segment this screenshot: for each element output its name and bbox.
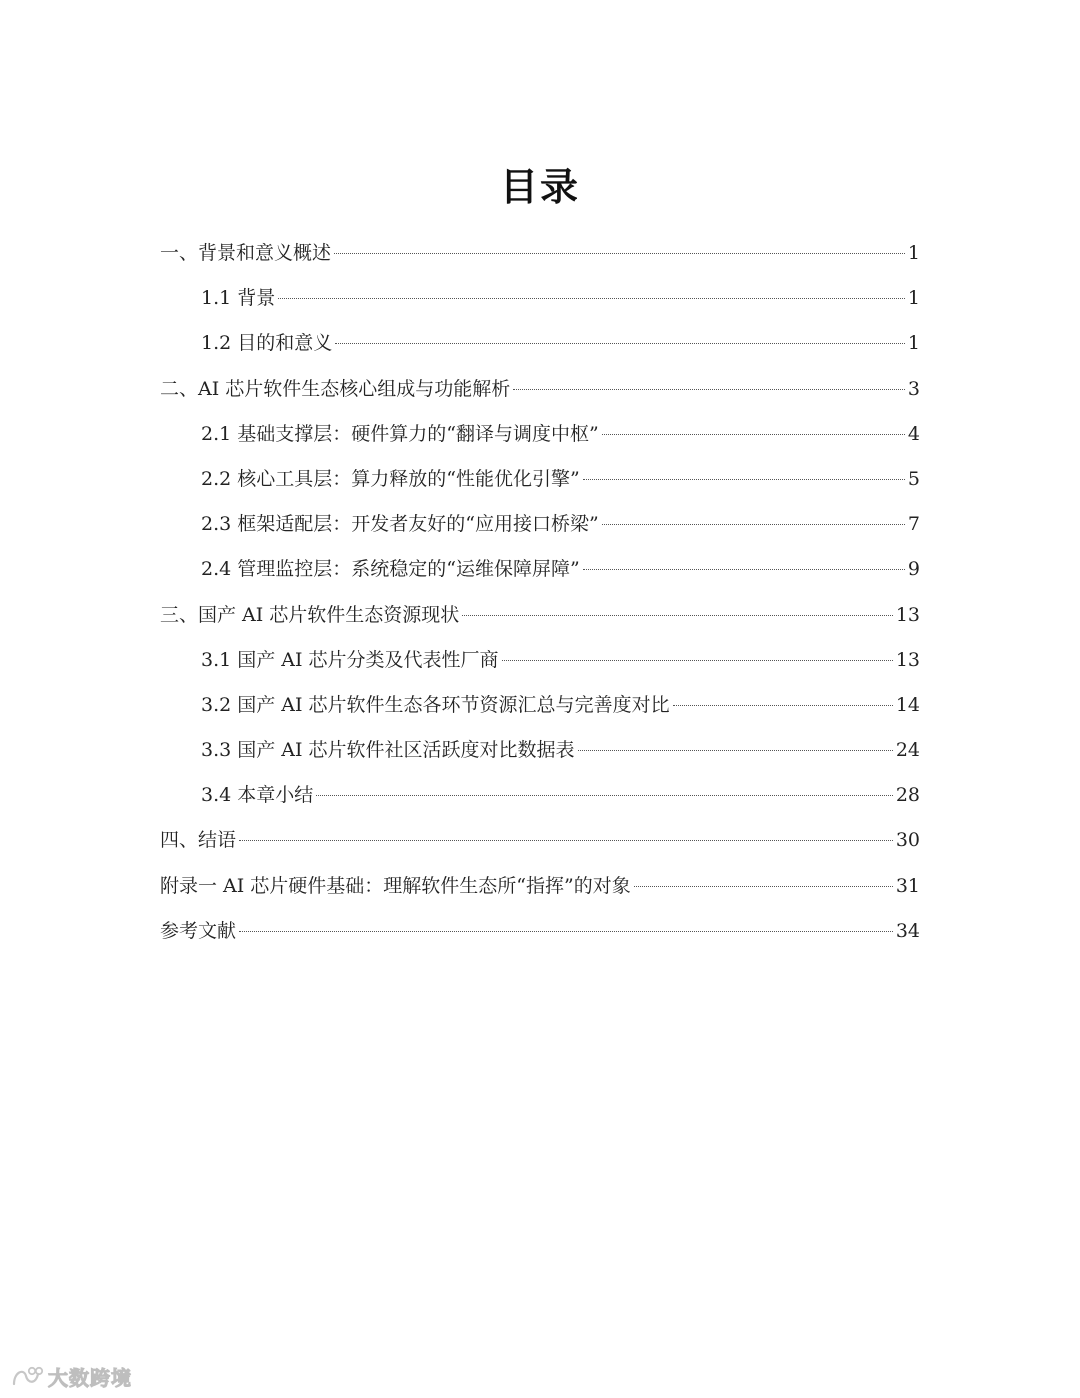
toc-entry[interactable] <box>160 457 920 502</box>
toc-dot-leader <box>334 252 905 254</box>
page-title: 目录 <box>499 165 580 209</box>
toc-entry[interactable] <box>160 367 920 412</box>
toc-entry-title: 3.4 本章小结 <box>201 784 314 807</box>
toc-dot-leader <box>502 659 893 661</box>
toc-entry-title: 3.1 国产 AI 芯片分类及代表性厂商 <box>201 648 499 671</box>
toc-entry-title: 二、AI 芯片软件生态核心组成与功能解析 <box>160 377 511 400</box>
toc-dot-leader <box>239 839 893 841</box>
watermark-text: 大数跨境 <box>48 1366 132 1390</box>
toc-entry-page: 13 <box>895 648 920 671</box>
toc-entry-page: 34 <box>895 919 920 942</box>
toc-entry-page: 28 <box>895 784 920 807</box>
toc-entry-title: 一、背景和意义概述 <box>160 242 332 264</box>
toc-dot-leader <box>316 794 893 796</box>
toc-dot-leader <box>673 704 893 706</box>
toc-entry-page: 30 <box>895 829 920 852</box>
toc-entry-title: 2.4 管理监控层：系统稳定的“运维保障屏障” <box>201 558 580 581</box>
toc-entry-page: 31 <box>895 874 920 897</box>
toc-dot-leader <box>602 523 905 525</box>
toc-dot-leader <box>278 297 905 299</box>
toc-entry-title: 1.2 目的和意义 <box>201 332 333 355</box>
toc-entry[interactable] <box>160 276 920 321</box>
toc-entry-page: 4 <box>907 422 920 445</box>
toc-entry-title: 三、国产 AI 芯片软件生态资源现状 <box>160 603 460 626</box>
toc-entry-title: 附录一 AI 芯片硬件基础：理解软件生态所“指挥”的对象 <box>160 874 631 897</box>
toc-entry-page: 13 <box>895 603 920 626</box>
toc-entry-page: 1 <box>907 287 920 310</box>
toc-entry-page: 14 <box>895 693 920 716</box>
toc-entry[interactable] <box>160 683 920 728</box>
toc-dot-leader <box>513 388 905 390</box>
toc-entry[interactable] <box>160 321 920 366</box>
toc-entry-page: 9 <box>907 558 920 581</box>
brand-logo-icon <box>10 1364 44 1390</box>
toc-entry-title: 3.2 国产 AI 芯片软件生态各环节资源汇总与完善度对比 <box>201 693 670 716</box>
toc-entry[interactable] <box>160 818 920 863</box>
toc-entry[interactable] <box>160 593 920 638</box>
toc-entry-title: 参考文献 <box>160 919 237 942</box>
toc-dot-leader <box>462 614 893 616</box>
toc-entry-page: 24 <box>895 739 920 762</box>
toc-entry-page: 1 <box>907 242 920 264</box>
toc-entry-page: 3 <box>907 377 920 400</box>
toc-entry[interactable] <box>160 412 920 457</box>
table-of-contents <box>160 231 920 954</box>
watermark <box>10 1362 132 1391</box>
toc-entry-page: 5 <box>907 467 920 490</box>
toc-entry-title: 2.3 框架适配层：开发者友好的“应用接口桥梁” <box>201 513 599 536</box>
toc-entry-title: 四、结语 <box>160 829 237 852</box>
toc-entry-page: 7 <box>907 513 920 536</box>
toc-entry[interactable] <box>160 638 920 683</box>
toc-entry[interactable] <box>160 864 920 909</box>
toc-dot-leader <box>583 568 905 570</box>
toc-entry[interactable] <box>160 547 920 592</box>
toc-entry[interactable] <box>160 231 920 276</box>
toc-dot-leader <box>634 885 893 887</box>
toc-entry-title: 3.3 国产 AI 芯片软件社区活跃度对比数据表 <box>201 739 575 762</box>
toc-entry[interactable] <box>160 502 920 547</box>
toc-entry[interactable] <box>160 909 920 954</box>
toc-dot-leader <box>602 433 905 435</box>
toc-entry[interactable] <box>160 728 920 773</box>
toc-entry[interactable] <box>160 773 920 818</box>
toc-entry-title: 2.2 核心工具层：算力释放的“性能优化引擎” <box>201 467 580 490</box>
toc-entry-title: 2.1 基础支撑层：硬件算力的“翻译与调度中枢” <box>201 422 599 445</box>
toc-dot-leader <box>335 342 905 344</box>
toc-entry-title: 1.1 背景 <box>201 287 276 310</box>
toc-dot-leader <box>583 478 905 480</box>
toc-entry-page: 1 <box>907 332 920 355</box>
toc-dot-leader <box>578 749 893 751</box>
toc-dot-leader <box>239 930 893 932</box>
